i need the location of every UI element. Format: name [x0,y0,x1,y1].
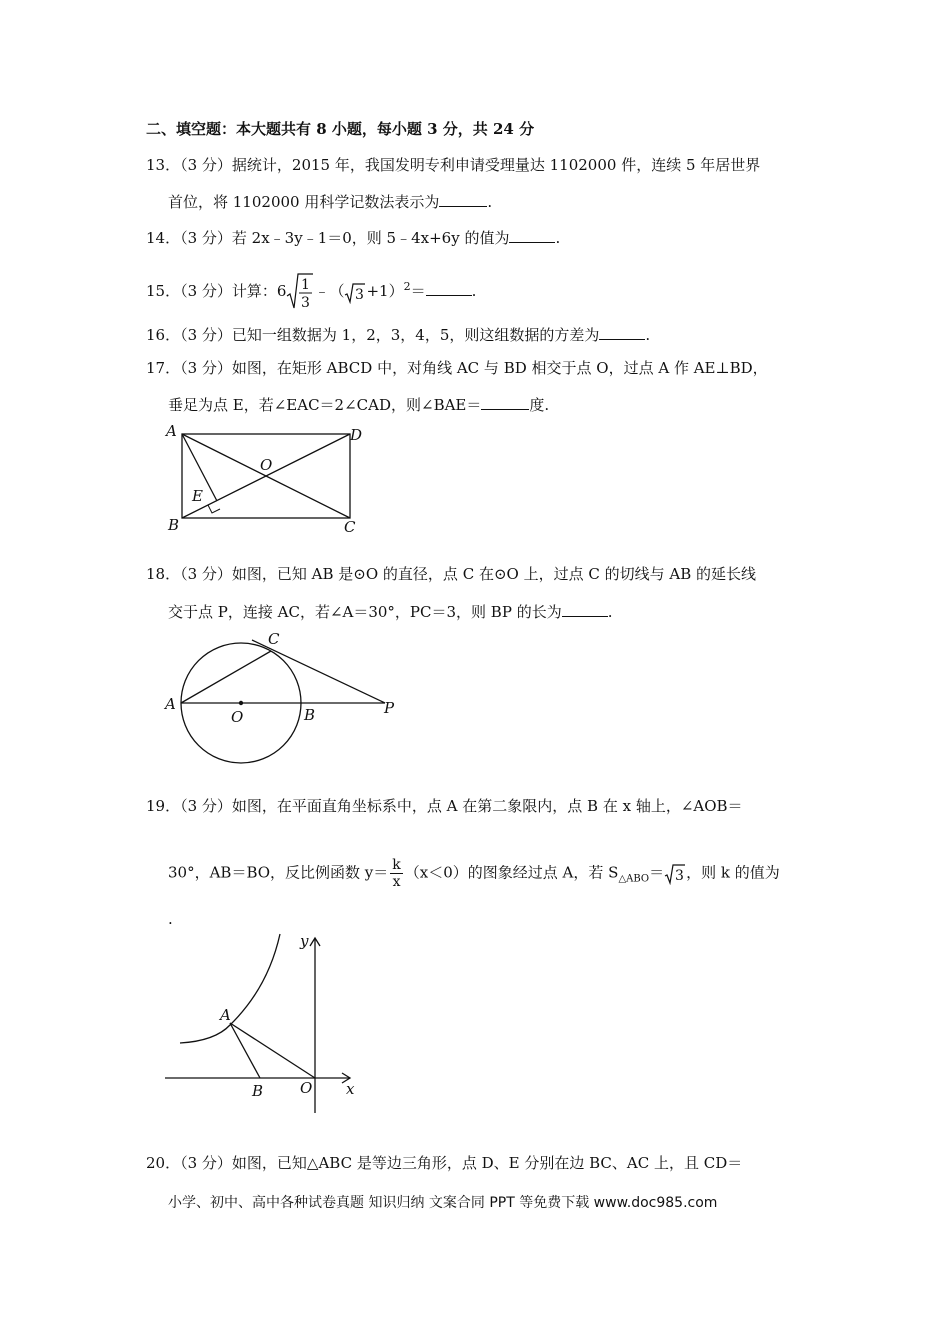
label-c: C [268,630,280,648]
question-number: 16． [146,326,181,344]
question-20 [146,1152,742,1174]
question-text: 如图，已知△ABC 是等边三角形，点 D、E 分别在边 BC、AC 上，且 CD＝ [231,1154,743,1172]
label-e: E [192,487,203,505]
svg-text:3: 3 [675,868,685,884]
question-text: 交于点 P，连接 AC，若∠A＝30°，PC＝3，则 BP 的长为 [168,603,562,621]
question-15 [146,272,476,312]
question-number: 13． [146,156,181,174]
question-text: 30°，AB＝BO，反比例函数 y＝ [168,863,389,882]
question-14 [146,226,560,249]
question-text: 如图，在矩形 ABCD 中，对角线 AC 与 BD 相交于点 O，过点 A 作 AE⊥BD， [231,359,768,377]
expression-part: +1） [366,282,404,300]
question-score: （3 分） [180,565,232,583]
question-text: （x＜0）的图象经过点 A，若 S [404,863,619,882]
sqrt-three [664,862,686,885]
sqrt-fraction [286,272,314,312]
label-b: B [304,706,316,724]
question-number: 18． [146,565,181,583]
answer-blank [509,226,555,243]
period: . [487,193,493,211]
question-text: 首位，将 1102000 用科学记数法表示为 [168,193,440,211]
label-a: A [165,695,176,713]
question-score: （3 分） [180,359,232,377]
label-y: y [300,932,309,950]
expression-part: ﹣（ [314,282,345,300]
label-b: B [168,516,180,534]
question-text: 若 2x﹣3y﹣1＝0，则 5﹣4x+6y 的值为 [231,229,510,247]
exponent: 2 [403,280,411,293]
question-number: 15． [146,282,181,300]
question-number: 17． [146,359,181,377]
label-x: x [346,1080,355,1098]
coordinate-figure [160,928,370,1118]
label-o: O [231,708,244,726]
label-p: P [384,699,395,717]
fraction-k-over-x [390,857,402,890]
label-c: C [344,518,356,536]
question-score: （3 分） [180,156,232,174]
answer-blank [562,600,608,617]
answer-blank [481,393,529,410]
question-16 [146,323,650,346]
label-o: O [260,456,273,474]
period: . [607,603,613,621]
question-score: （3 分） [180,229,232,247]
question-number: 20． [146,1154,181,1172]
numerator: k [392,857,401,873]
answer-blank [439,190,487,207]
unit: 度. [529,396,550,414]
label-a: A [166,422,177,440]
answer-blank [599,323,645,340]
question-score: （3 分） [180,797,232,815]
period: . [645,326,651,344]
question-number: 14． [146,229,181,247]
section-heading: 二、填空题：本大题共有 8 小题，每小题 3 分，共 24 分 [146,120,535,138]
question-score: （3 分） [180,282,232,300]
answer-blank [426,279,472,296]
label-b: B [252,1082,264,1100]
question-text: ，则 k 的值为 [686,863,780,882]
label-a: A [220,1006,231,1024]
question-score: （3 分） [180,326,232,344]
question-text: 如图，已知 AB 是⊙O 的直径，点 C 在⊙O 上，过点 C 的切线与 AB 的延长线 [231,565,756,583]
label-d: D [350,426,363,444]
denominator: x [392,874,401,890]
question-score: （3 分） [180,1154,232,1172]
question-text: 据统计，2015 年，我国发明专利申请受理量达 1102000 件，连续 5 年居世界 [231,156,761,174]
question-text: 垂足为点 E，若∠EAC＝2∠CAD，则∠BAE＝ [168,396,482,414]
question-number: 19． [146,797,181,815]
period: . [555,229,561,247]
question-text: 已知一组数据为 1，2，3，4，5，则这组数据的方差为 [231,326,600,344]
subscript: △ABO [618,873,650,885]
page-footer: 小学、初中、高中各种试卷真题 知识归纳 文案合同 PPT 等免费下载 www.doc985.com [168,1195,718,1211]
svg-text:3: 3 [301,295,311,311]
rectangle-figure [160,420,370,540]
equals: ＝ [649,863,665,882]
svg-text:1: 1 [301,277,311,293]
sqrt-three [344,281,366,304]
question-text: 计算：6 [231,282,287,300]
circle-figure [160,628,410,768]
period: . [471,282,477,300]
label-o: O [300,1079,313,1097]
svg-text:3: 3 [355,286,365,303]
question-text: 如图，在平面直角坐标系中，点 A 在第二象限内，点 B 在 x 轴上，∠AOB＝ [231,797,743,815]
question-text: . [168,910,173,928]
equals: ＝ [410,282,426,300]
